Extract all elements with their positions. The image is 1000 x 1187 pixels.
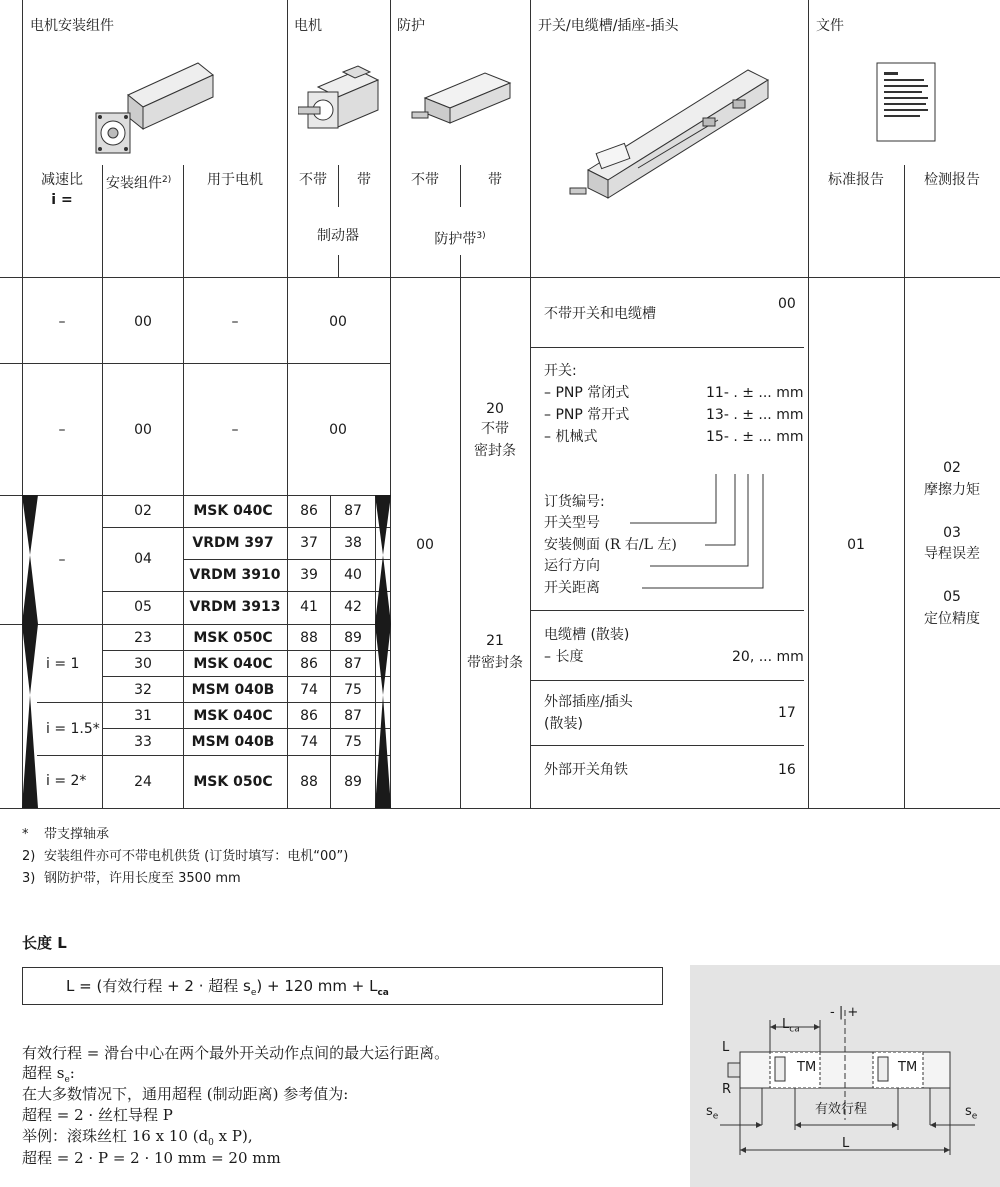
grid-line [287,0,288,808]
grid-line [102,728,390,729]
header-documents: 文件 [816,18,844,34]
grid-line [460,165,461,207]
mount-kit-header: 安装组件$^{2)}$ [106,175,172,192]
code-with-brake: 75 [344,734,362,750]
test-report-label: 定位精度 [924,611,980,627]
length-text: 超程 = 2 · 丝杠导程 P [22,1106,173,1124]
length-formula: L = (有效行程 + 2 · 超程 $s_e) + 120$ mm + $L_{ca}$ [66,977,389,998]
switch-title: 开关: [544,363,577,379]
grid-line [530,0,531,808]
grid-line [530,610,804,611]
cable-title: 电缆槽 (散装) [544,627,630,643]
protect-with-header: 带 [488,172,502,188]
document-icon [876,62,936,142]
length-text: 举例：滚珠丝杠 16 x 10 ($d_0$ x P), [22,1127,253,1148]
ratio-cell: i = 1 [46,656,80,672]
motor-cell: VRDM 3910 [189,567,281,583]
code-with-brake: 75 [344,682,362,698]
kit-cell: 04 [134,551,152,567]
travel-label: 有效行程 [815,1102,868,1117]
grid-line [183,165,184,808]
grid-line [904,165,905,808]
bracket-code: 16 [778,762,796,778]
kit-cell: 02 [134,503,152,519]
header-switch: 开关/电缆槽/插座-插头 [538,18,679,34]
kit-cell: 32 [134,682,152,698]
cover-illustration [410,68,515,138]
test-report-header: 检测报告 [924,172,980,188]
code-with-brake: 87 [344,503,362,519]
kit-cell: 24 [134,774,152,790]
switch-code: 13- . ± ... mm [706,407,804,423]
seal-label: 不带 [481,421,509,437]
grid-line [37,702,390,703]
ratio-header-symbol: i = [51,192,73,208]
grid-line [102,591,390,592]
side-right-label: R [722,1082,732,1097]
length-text: 有效行程 = 滑台中心在两个最外开关动作点间的最大运行距离。 [22,1044,450,1062]
header-mount: 电机安装组件 [30,18,114,34]
code-with-brake: 42 [344,599,362,615]
grid-line [0,363,390,364]
ratio-cell: – [58,552,66,568]
grid-line [460,278,461,808]
code-without-brake: 74 [300,682,318,698]
socket-label: 外部插座/插头 [544,694,633,710]
seal-label: 密封条 [474,443,516,459]
direction-label: - | + [830,1005,859,1020]
switch-code: 11- . ± ... mm [706,385,804,401]
switch-type: – 机械式 [544,429,598,445]
motor-without-brake-header: 不带 [299,172,327,188]
motor-cell: MSK 040C [193,503,273,519]
order-item: 开关型号 [544,515,600,531]
switch-illustration [568,60,773,210]
grid-line [102,650,390,651]
test-report-label: 导程误差 [924,546,980,562]
motor-cell: MSM 040B [191,734,275,750]
kit-cell: 00 [134,422,152,438]
switch-type: – PNP 常开式 [544,407,630,423]
code-with-brake: 89 [344,630,362,646]
order-title: 订货编号: [544,494,605,510]
code-with-brake: 40 [344,567,362,583]
grid-line [338,255,339,278]
ratio-cell: – [58,314,66,330]
ratio-header: 减速比 [41,172,83,188]
motor-cell: MSK 040C [193,656,273,672]
header-protection: 防护 [397,18,425,34]
cable-code: 20, ... mm [732,649,804,665]
test-report-code: 03 [943,525,961,541]
protect-without-header: 不带 [411,172,439,188]
kit-cell: 30 [134,656,152,672]
protection-code: 00 [416,537,434,553]
test-report-code: 02 [943,460,961,476]
length-title: 长度 L [22,934,67,952]
grid-line [102,676,390,677]
code-without-brake: 88 [300,630,318,646]
overrun-right-label: $s_e$ [965,1104,978,1122]
grid-line [530,745,804,746]
code-without-brake: 74 [300,734,318,750]
motor-cell: MSK 040C [193,708,273,724]
std-report-code: 01 [847,537,865,553]
order-item: 开关距离 [544,580,600,596]
switch-code: 15- . ± ... mm [706,429,804,445]
grid-line [338,165,339,207]
grid-line [808,0,809,808]
code-with-brake: 87 [344,708,362,724]
header-motor: 电机 [294,18,322,34]
side-left-label: L [722,1040,730,1055]
socket-label: (散装) [544,716,583,732]
motor-with-brake-header: 带 [357,172,371,188]
motor-code-cell: 00 [329,422,347,438]
test-report-label: 摩擦力矩 [924,482,980,498]
order-connector-lines [600,470,780,595]
grid-line [530,347,804,348]
motor-cell: – [231,422,239,438]
seal-code: 21 [486,633,504,649]
code-without-brake: 86 [300,503,318,519]
length-text: 超程 = 2 · P = 2 · 10 mm = 20 mm [22,1149,281,1167]
footnote: 安装组件亦可不带电机供货 (订货时填写：电机“00”) [44,849,349,864]
grid-line [460,255,461,278]
switch-type: – PNP 常闭式 [544,385,630,401]
grid-line [330,495,331,808]
bracket-label: 外部开关角铁 [544,762,628,778]
seal-label: 带密封条 [467,655,523,671]
code-without-brake: 86 [300,656,318,672]
length-text: 超程 $s_e$: [22,1064,75,1085]
test-report-code: 05 [943,589,961,605]
kit-cell: 00 [134,314,152,330]
cover-band-header: 防护带$^{3)}$ [434,231,486,248]
grid-line [0,495,390,496]
seal-code: 20 [486,401,504,417]
code-without-brake: 88 [300,774,318,790]
ratio-cell: i = 2* [46,773,87,789]
cable-length: – 长度 [544,649,584,665]
socket-code: 17 [778,705,796,721]
length-text: 在大多数情况下，通用超程 (制动距离) 参考值为: [22,1085,349,1103]
kit-cell: 05 [134,599,152,615]
grid-line [37,755,390,756]
code-without-brake: 39 [300,567,318,583]
motor-cell: MSM 040B [191,682,275,698]
code-without-brake: 41 [300,599,318,615]
code-without-brake: 86 [300,708,318,724]
motor-cell: MSK 050C [193,774,273,790]
lca-label: $L_{ca}$ [782,1017,800,1035]
footnote: 钢防护带，许用长度至 3500 mm [44,871,241,886]
kit-cell: 23 [134,630,152,646]
motor-cell: MSK 050C [193,630,273,646]
brake-header: 制动器 [317,228,359,244]
standard-report-header: 标准报告 [828,172,884,188]
code-with-brake: 87 [344,656,362,672]
mount-kit-illustration [88,55,218,165]
kit-cell: 31 [134,708,152,724]
ratio-cell: i = 1.5* [46,721,100,737]
footnote: 带支撑轴承 [44,827,110,842]
code-with-brake: 38 [344,535,362,551]
length-diagram-drawing [690,965,1000,1187]
grid-line [102,165,103,808]
order-item: 运行方向 [544,558,600,574]
grid-line [0,808,1000,809]
carriage-label: TM [797,1060,817,1075]
grid-line [0,624,390,625]
motor-cell: VRDM 3913 [189,599,281,615]
footnote-mark: * [22,827,29,842]
code-without-brake: 37 [300,535,318,551]
group-bracket [22,495,38,808]
motor-illustration [298,62,383,142]
motor-code-cell: 00 [329,314,347,330]
carriage-label: TM [898,1060,918,1075]
group-bracket [375,495,391,808]
motor-cell: – [231,314,239,330]
grid-line [183,559,390,560]
footnote-mark: 3) [22,871,36,886]
grid-line [102,527,390,528]
total-length-label: L [842,1136,850,1151]
footnote-mark: 2) [22,849,36,864]
motor-cell: VRDM 397 [192,535,274,551]
for-motor-header: 用于电机 [207,172,263,188]
ratio-cell: – [58,422,66,438]
code-with-brake: 89 [344,774,362,790]
grid-line [0,277,1000,278]
order-item: 安装侧面 (R 右/L 左) [544,537,677,553]
overrun-left-label: $s_e$ [706,1104,719,1122]
grid-line [530,680,804,681]
switch-none-code: 00 [778,296,796,312]
switch-none-label: 不带开关和电缆槽 [544,306,656,322]
kit-cell: 33 [134,734,152,750]
